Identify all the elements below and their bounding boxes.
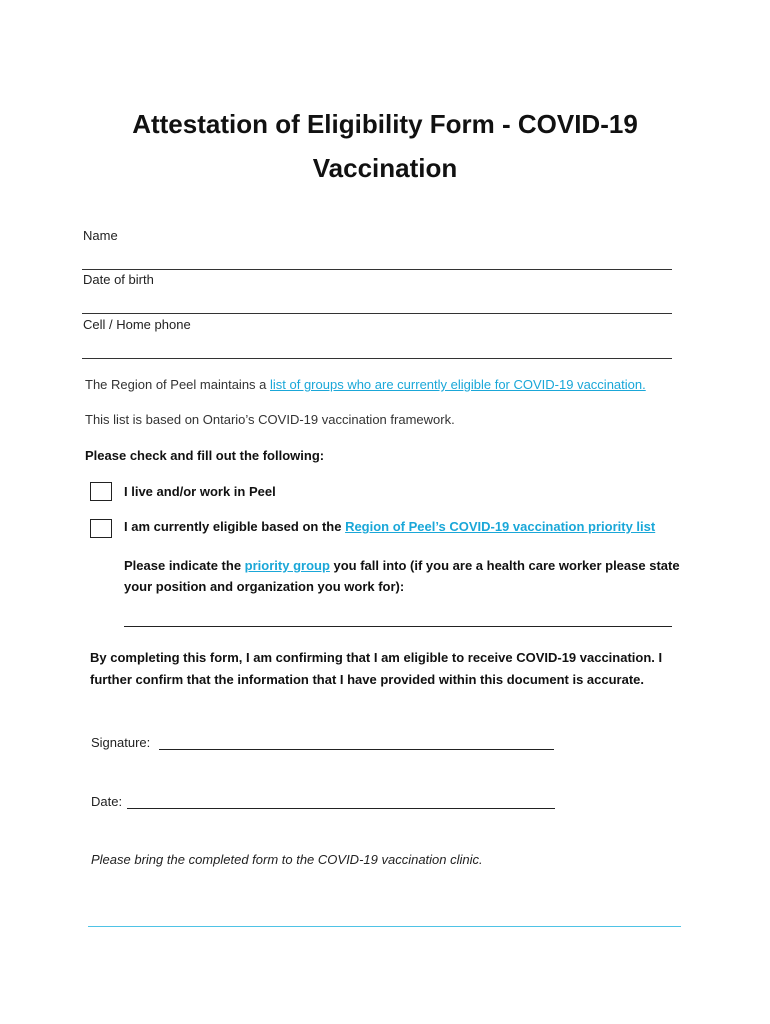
priority-group-instruction — [124, 555, 684, 597]
confirmation-statement: By completing this form, I am confirming that I am eligible to receive COVID-19 vaccination. I further confirm that the information that I have provided within this document is accurate. — [90, 650, 663, 687]
dob-label: Date of birth — [83, 272, 154, 287]
page-title — [0, 102, 770, 190]
eligibility-list-sentence — [85, 377, 646, 392]
priority-group-answer-line[interactable] — [124, 626, 672, 627]
framework-sentence: This list is based on Ontario’s COVID-19 vaccination framework. — [85, 412, 455, 427]
priority-list-link[interactable]: Region of Peel’s COVID-19 vaccination priority list — [345, 519, 656, 534]
priority-eligible-checkbox[interactable] — [90, 519, 112, 538]
eligibility-list-prefix: The Region of Peel maintains a — [85, 377, 270, 392]
name-field-line[interactable] — [82, 269, 672, 270]
footer-divider — [88, 926, 681, 927]
instruction-heading: Please check and fill out the following: — [85, 448, 325, 463]
signature-label: Signature: — [91, 735, 151, 750]
live-work-peel-label: I live and/or work in Peel — [124, 484, 276, 499]
priority-group-link[interactable]: priority group — [244, 558, 330, 573]
live-work-peel-checkbox[interactable] — [90, 482, 112, 501]
priority-eligible-prefix: I am currently eligible based on the — [124, 519, 346, 534]
phone-field-line[interactable] — [82, 358, 672, 359]
date-label: Date: — [91, 794, 123, 809]
page-title-line1: Attestation of Eligibility Form - COVID-19 — [132, 109, 638, 139]
priority-eligible-label — [124, 519, 655, 534]
eligible-groups-link[interactable]: list of groups who are currently eligible for COVID-19 vaccination. — [270, 377, 646, 392]
phone-label: Cell / Home phone — [83, 317, 191, 332]
name-label: Name — [83, 228, 118, 243]
priority-group-suffix: you fall into (if you are a health care worker please state your position and organization you work for): — [124, 558, 680, 594]
closing-note: Please bring the completed form to the COVID-19 vaccination clinic. — [91, 852, 483, 867]
priority-group-prefix: Please indicate the — [124, 558, 245, 573]
dob-field-line[interactable] — [82, 313, 672, 314]
signature-line[interactable] — [159, 749, 554, 750]
date-line[interactable] — [127, 808, 555, 809]
page-title-line2: Vaccination — [312, 153, 458, 183]
